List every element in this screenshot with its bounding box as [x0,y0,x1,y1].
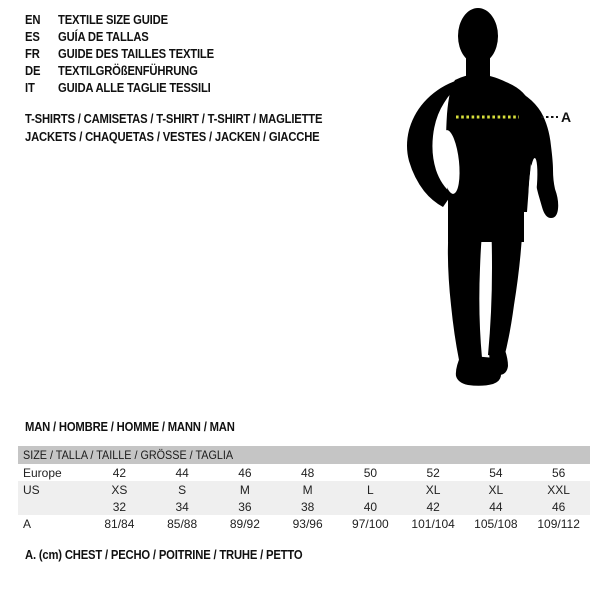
size-cell: 46 [551,499,566,514]
size-cell: 50 [363,465,378,480]
size-cell: 54 [489,465,503,480]
size-cell: M [239,482,250,497]
section-title-text: MAN / HOMBRE / HOMME / MANN / MAN [25,420,235,434]
size-cell: 46 [238,465,252,480]
size-cell: 109/112 [537,516,580,531]
size-cell: 38 [300,499,315,514]
size-grid [18,464,590,532]
language-row-fr [25,45,231,62]
size-cell: 42 [426,499,440,514]
row-label: Europe [23,465,62,480]
size-cell: XL [425,482,441,497]
size-cell: L [367,482,374,497]
language-row-es [25,28,231,45]
size-cell: XL [488,482,504,497]
size-cell: S [178,482,187,497]
table-row-numeric [18,498,590,515]
size-cell: 105/108 [474,516,518,531]
category-list [25,110,355,146]
size-cell: 101/104 [411,516,455,531]
size-cell: XXL [547,482,570,497]
language-row-it [25,79,231,96]
size-cell: 81/84 [104,516,135,531]
row-label [18,498,88,515]
language-code: EN [25,12,41,27]
size-cell: 40 [363,499,378,514]
language-code: ES [25,29,40,44]
size-cell: 97/100 [352,516,389,531]
language-label: TEXTILE SIZE GUIDE [58,12,168,27]
size-cell: M [302,482,313,497]
size-table [18,446,590,532]
size-cell: 85/88 [167,516,198,531]
table-row-europe [18,464,590,481]
size-cell: 56 [551,465,566,480]
size-cell: 48 [300,465,315,480]
language-label: GUIDE DES TAILLES TEXTILE [58,46,214,61]
category-line-jackets: JACKETS / CHAQUETAS / VESTES / JACKEN / GIACCHE [25,130,320,144]
size-table-header [18,446,590,464]
measurement-footnote-text: A. (cm) CHEST / PECHO / POITRINE / TRUHE / PETTO [25,548,303,562]
size-cell: 42 [112,465,127,480]
size-cell: 52 [426,465,440,480]
language-code: IT [25,80,35,95]
man-silhouette-figure [400,0,595,400]
language-row-de [25,62,231,79]
language-label: TEXTILGRÖßENFÜHRUNG [58,63,198,78]
size-cell: 89/92 [229,516,260,531]
language-row-en [25,11,231,28]
measure-label-a: A [561,109,572,125]
size-cell: 44 [175,465,189,480]
language-code: DE [25,63,41,78]
size-table-header-text: SIZE / TALLA / TAILLE / GRÖSSE / TAGLIA [23,448,234,462]
size-cell: 44 [489,499,503,514]
measurement-footnote [25,548,333,562]
category-line-tshirts: T-SHIRTS / CAMISETAS / T-SHIRT / T-SHIRT / MAGLIETTE [25,112,323,126]
table-row-chest-a [18,515,590,532]
row-label: A [23,516,32,531]
size-cell: 36 [238,499,252,514]
language-label: GUÍA DE TALLAS [58,29,149,44]
language-label: GUIDA ALLE TAGLIE TESSILI [58,80,211,95]
table-row-us [18,481,590,498]
size-cell: XS [111,482,128,497]
section-title [25,420,258,434]
size-cell: 93/96 [292,516,323,531]
size-cell: 34 [175,499,189,514]
size-cell: 32 [112,499,127,514]
language-code: FR [25,46,40,61]
language-list [25,11,231,96]
row-label: US [23,482,40,497]
